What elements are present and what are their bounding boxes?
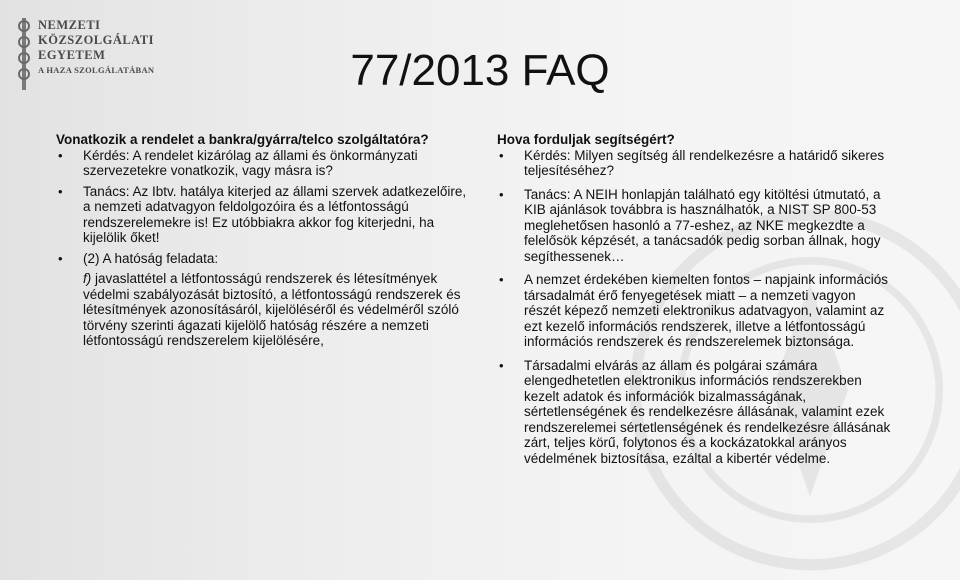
list-item [56,184,474,246]
bullet-icon: • [58,250,63,266]
bullet-icon: • [58,183,63,199]
left-bullet-list [56,148,474,267]
list-item [497,187,892,265]
list-item [56,148,474,179]
left-item-authority: (2) A hatóság feladata: [83,250,219,266]
left-heading: Vonatkozik a rendelet a bankra/gyárra/telco szolgáltatóra? [56,132,429,147]
bullet-icon: • [499,147,504,163]
list-item [56,251,474,267]
bullet-icon: • [499,272,504,287]
law-quote-label: f) [83,271,92,286]
left-item-question: Kérdés: A rendelet kizárólag az állami és önkormányzati szervezetekre vonatkozik, vagy másra is? [83,147,418,178]
list-item [497,358,892,467]
left-item-advice: Tanács: Az Ibtv. hatálya kiterjed az állami szervek adatkezelőire, a nemzeti adatvagyon feldolgozóira és a létfontosságú rendszerelemekre is! Ez utóbbiakra akkor fog kiterjedni, ha kijelölik őket! [83,183,467,245]
slide-title: 77/2013 FAQ [350,46,610,95]
right-column [497,132,892,474]
logo-line-2: KÖZSZOLGÁLATI [38,33,155,47]
bullet-icon: • [58,147,63,163]
bullet-icon: • [499,186,504,202]
right-item-advice: Tanács: A NEIH honlapján található egy kitöltési útmutató, a KIB ajánlások továbbra is használhatók, a NIST SP 800-53 meglehetősen hasonló a 77-eshez, az NKE megkezdte a felelősök képzését, a tanácsadók pedig sorban állnak, hogy segíthessenek… [524,186,881,264]
left-column [56,132,474,353]
logo-text [38,18,154,77]
list-item [497,272,892,350]
seal-icon [16,18,32,90]
right-item-question: Kérdés: Milyen segítség áll rendelkezésre a határidő sikeres teljesítéséhez? [524,147,885,178]
right-item-national-interest: A nemzet érdekében kiemelten fontos – napjaink információs társadalmát érő fenyegetések miatt – a nemzeti vagyon részét képező nemzeti elektronikus adatvagyon, valamint az ezt kezelő információs rendszerek, illetve a létfontosságú információs rendszerek és rendszerelemek biztonsága. [524,272,888,349]
right-bullet-list [497,148,892,467]
bullet-icon: • [499,357,504,373]
logo-tagline: A HAZA SZOLGÁLATÁBAN [38,65,155,75]
university-logo [16,8,156,108]
law-quote [56,271,474,349]
law-quote-text: javaslattétel a létfontosságú rendszerek és létesítmények védelmi szabályozását biztosító, a létfontosságú rendszerek és létesítmények azonosításáról, kijelöléséről és védelméről szóló törvény szerinti ágazati kijelölő hatóság részére a nemzeti létfontosságú rendszerelem kijelölésére, [83,271,461,348]
right-heading: Hova forduljak segítségért? [497,132,675,147]
logo-line-1: NEMZETI [38,18,101,32]
list-item [497,148,892,179]
right-item-social-expectation: Társadalmi elvárás az állam és polgárai számára elengedhetetlen elektronikus információs rendszerekben kezelt adatok és információk bizalmasságának, sértetlenségének és rendelkezésre állásának, valamint ezek rendszerelemei sértetlenségének és rendelkezésre állásának zárt, teljes körű, folytonos és a kockázatokkal arányos védelmének biztosítása, ezáltal a kibertér védelme. [524,357,891,466]
logo-line-3: EGYETEM [38,48,106,62]
